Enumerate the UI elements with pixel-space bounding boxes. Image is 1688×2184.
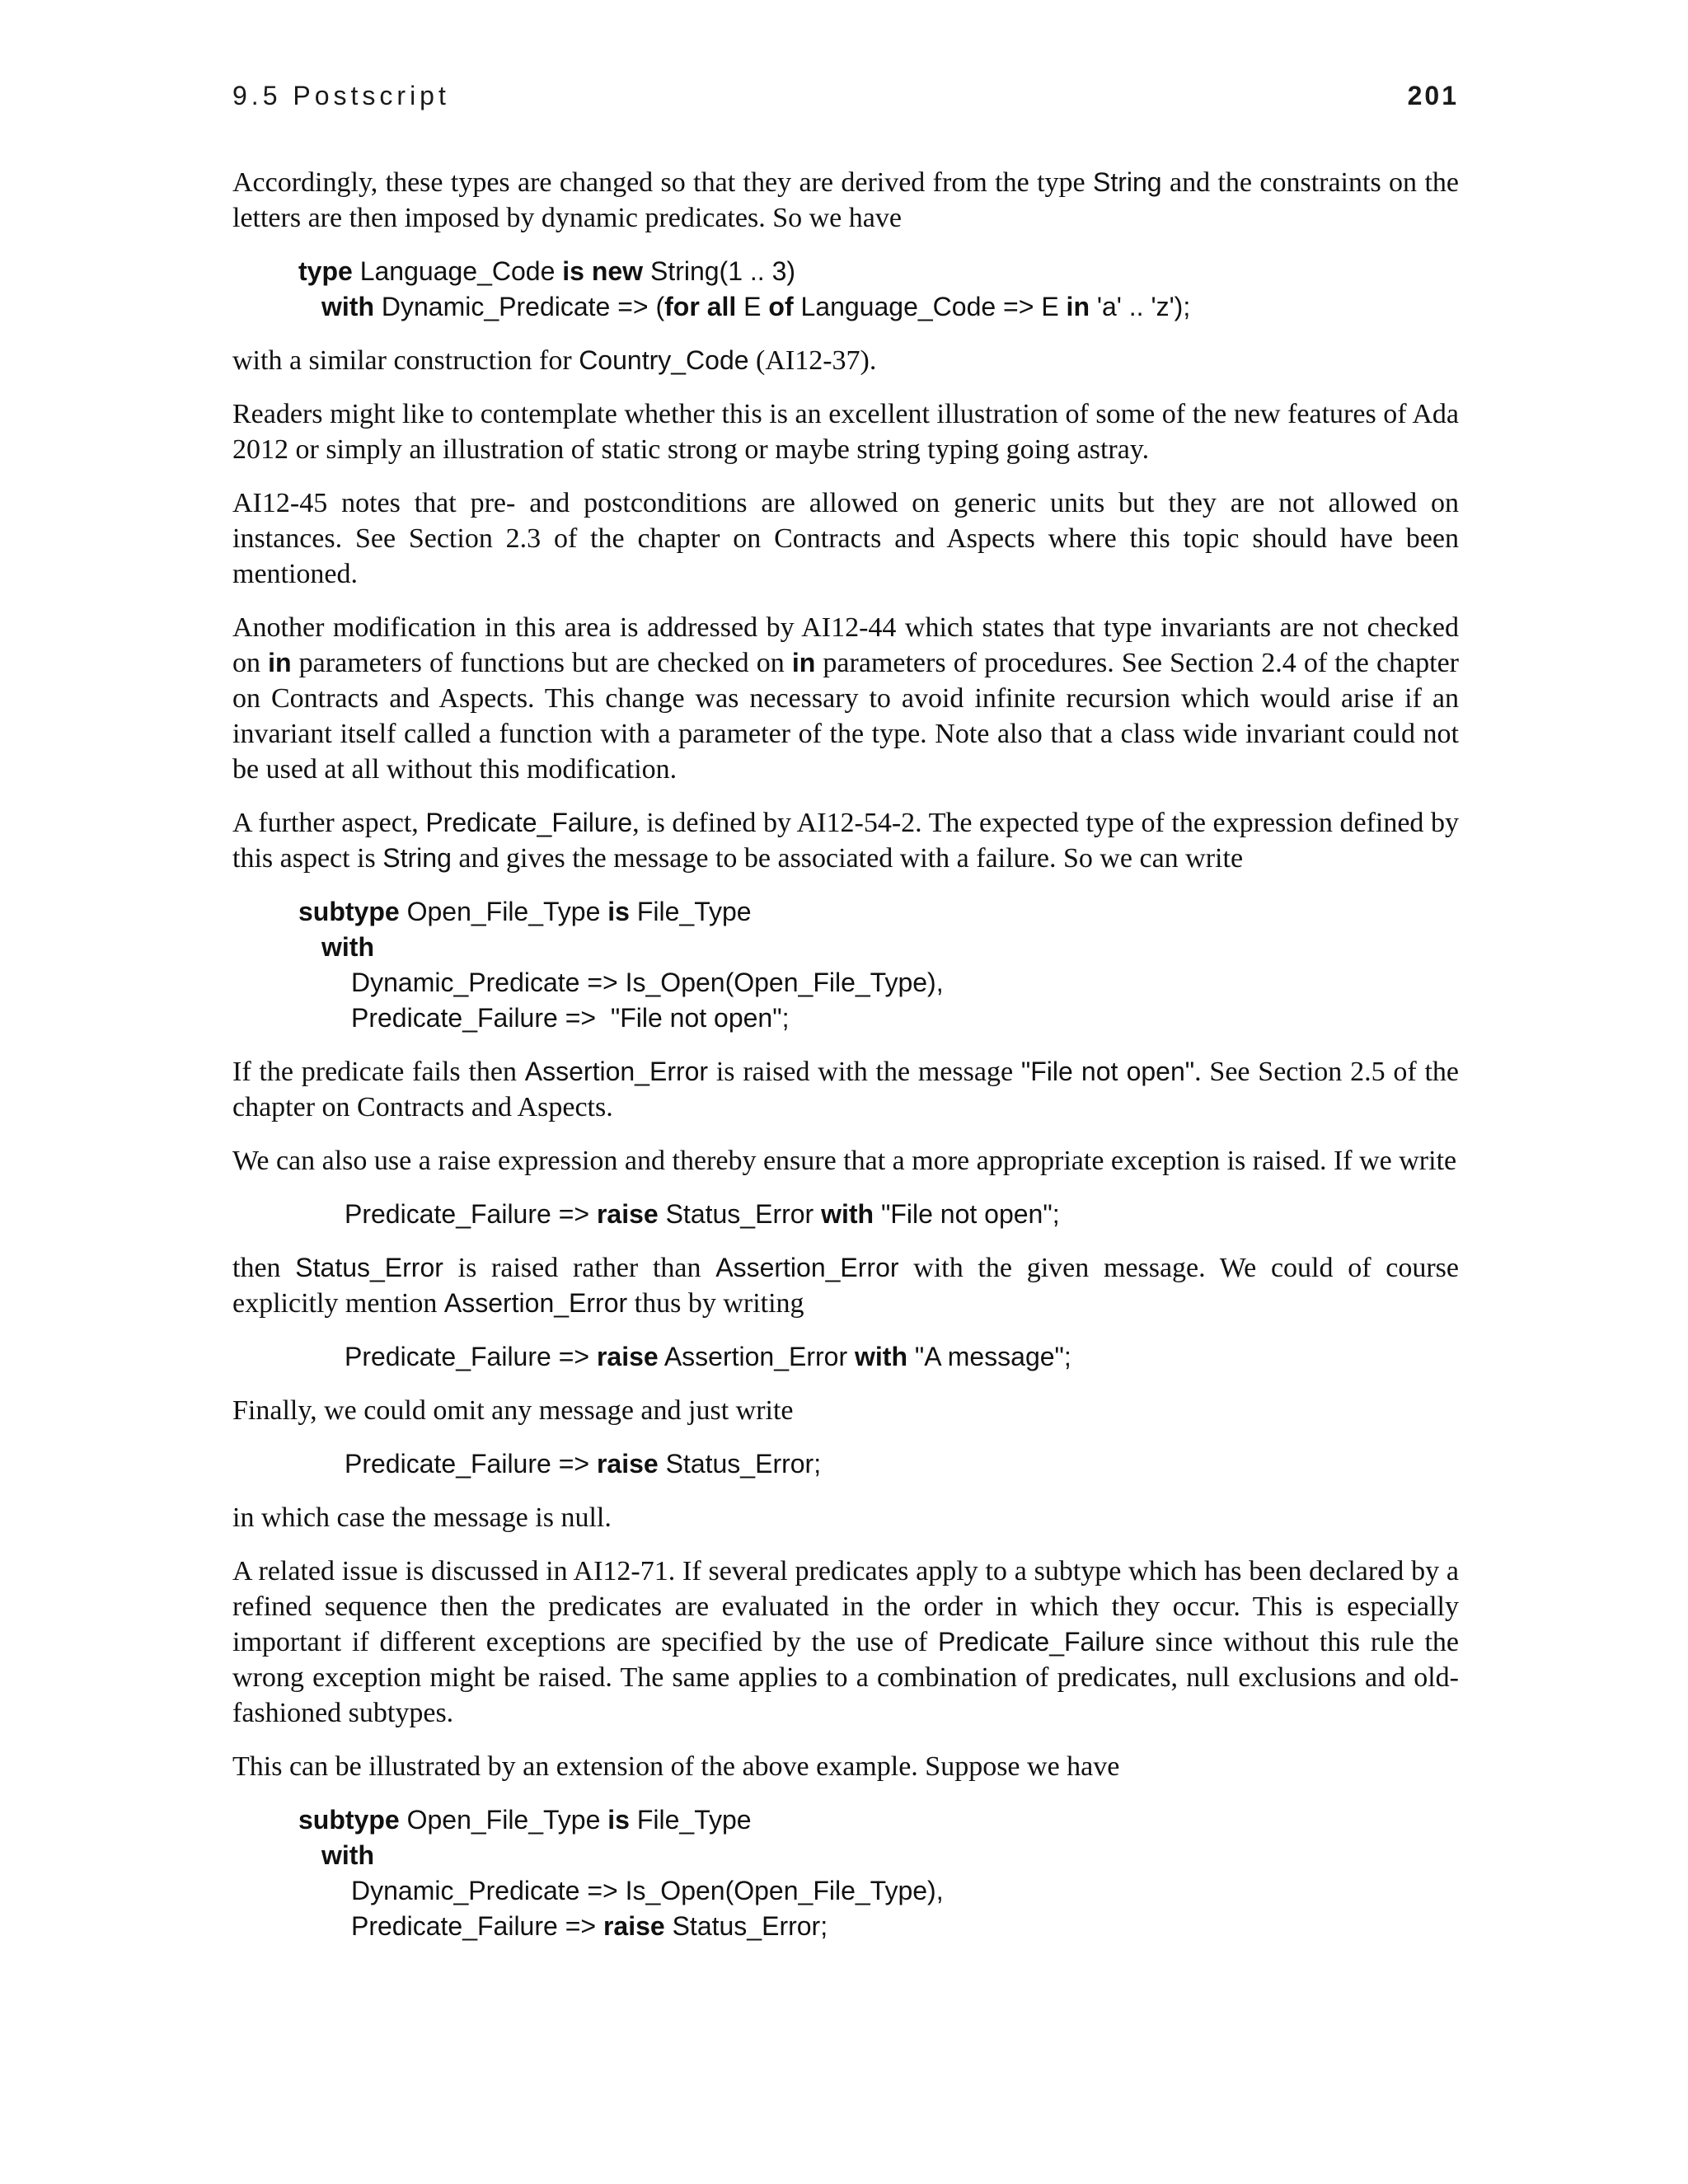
code-line: with xyxy=(321,932,374,962)
paragraph-4: AI12-45 notes that pre- and postconditions are allowed on generic units but they are not allowed on instances. See Section 2.3 of the chapter on Contracts and Aspects where this topic should have been mentioned. xyxy=(232,488,1459,589)
paragraph-6: A further aspect, Predicate_Failure, is defined by AI12-54-2. The expected type of the expression defined by this aspect is String and gives the message to be associated with a failure. So we can write xyxy=(232,808,1459,874)
paragraph-9: then Status_Error is raised rather than Assertion_Error with the given message. We could of course explicitly mention Assertion_Error thus by writing xyxy=(232,1253,1460,1319)
page-number: 201 xyxy=(1407,81,1459,110)
code-line: Predicate_Failure => raise Assertion_Error with "A message"; xyxy=(345,1342,1071,1371)
code-block-open-file-type-raise xyxy=(232,1802,1459,1944)
code-line: with xyxy=(321,1840,374,1870)
page-body xyxy=(232,165,1459,1962)
paragraph-10: Finally, we could omit any message and just write xyxy=(232,1395,794,1426)
code-block-raise-status xyxy=(232,1197,1459,1232)
paragraph-11: in which case the message is null. xyxy=(232,1502,612,1533)
code-line: Predicate_Failure => raise Status_Error; xyxy=(351,1911,828,1941)
code-line: Dynamic_Predicate => Is_Open(Open_File_Type), xyxy=(351,968,944,997)
paragraph-8: We can also use a raise expression and thereby ensure that a more appropriate exception is raised. If we write xyxy=(232,1146,1457,1176)
code-line: Dynamic_Predicate => Is_Open(Open_File_Type), xyxy=(351,1876,944,1905)
code-line: Predicate_Failure => raise Status_Error with "File not open"; xyxy=(345,1199,1060,1229)
code-line: type Language_Code is new String(1 .. 3) xyxy=(298,256,796,286)
code-line: subtype Open_File_Type is File_Type xyxy=(298,1805,752,1835)
code-line: with Dynamic_Predicate => (for all E of Language_Code => E in 'a' .. 'z'); xyxy=(321,292,1191,321)
code-block-raise-assertion xyxy=(232,1339,1459,1375)
code-block-open-file-type xyxy=(232,894,1459,1036)
paragraph-2: with a similar construction for Country_Code (AI12-37). xyxy=(232,345,877,376)
paragraph-5: Another modification in this area is addressed by AI12-44 which states that type invariants are not checked on in parameters of functions but are checked on in parameters of procedures. See Section 2.4 of the chapter on Contracts and Aspects. This change was necessary to avoid infinite recursion which would arise if an invariant itself called a function with a parameter of the type. Note also that a class wide invariant could not be used at all without this modification. xyxy=(232,612,1460,785)
code-line: Predicate_Failure => "File not open"; xyxy=(351,1003,790,1033)
paragraph-1: Accordingly, these types are changed so that they are derived from the type String and the constraints on the letters are then imposed by dynamic predicates. So we have xyxy=(232,167,1459,233)
running-header xyxy=(232,81,1459,119)
paragraph-7: If the predicate fails then Assertion_Error is raised with the message "File not open". See Section 2.5 of the chapter on Contracts and Aspects. xyxy=(232,1057,1460,1122)
paragraph-12: A related issue is discussed in AI12-71. If several predicates apply to a subtype which has been declared by a refined sequence then the predicates are evaluated in the order in which they occur. This is especially important if different exceptions are specified by the use of Predicate_Failure since without this rule the wrong exception might be raised. The same applies to a combination of predicates, null exclusions and old-fashioned subtypes. xyxy=(232,1556,1459,1728)
code-block-raise-no-message xyxy=(232,1446,1459,1482)
code-line: Predicate_Failure => raise Status_Error; xyxy=(345,1449,822,1479)
paragraph-3: Readers might like to contemplate whether this is an excellent illustration of some of the new features of Ada 2012 or simply an illustration of static strong or maybe string typing going astray. xyxy=(232,399,1459,465)
section-title: 9.5 Postscript xyxy=(232,81,450,110)
code-line: subtype Open_File_Type is File_Type xyxy=(298,897,752,926)
code-block-language-code xyxy=(232,254,1459,325)
paragraph-13: This can be illustrated by an extension of the above example. Suppose we have xyxy=(232,1751,1120,1782)
